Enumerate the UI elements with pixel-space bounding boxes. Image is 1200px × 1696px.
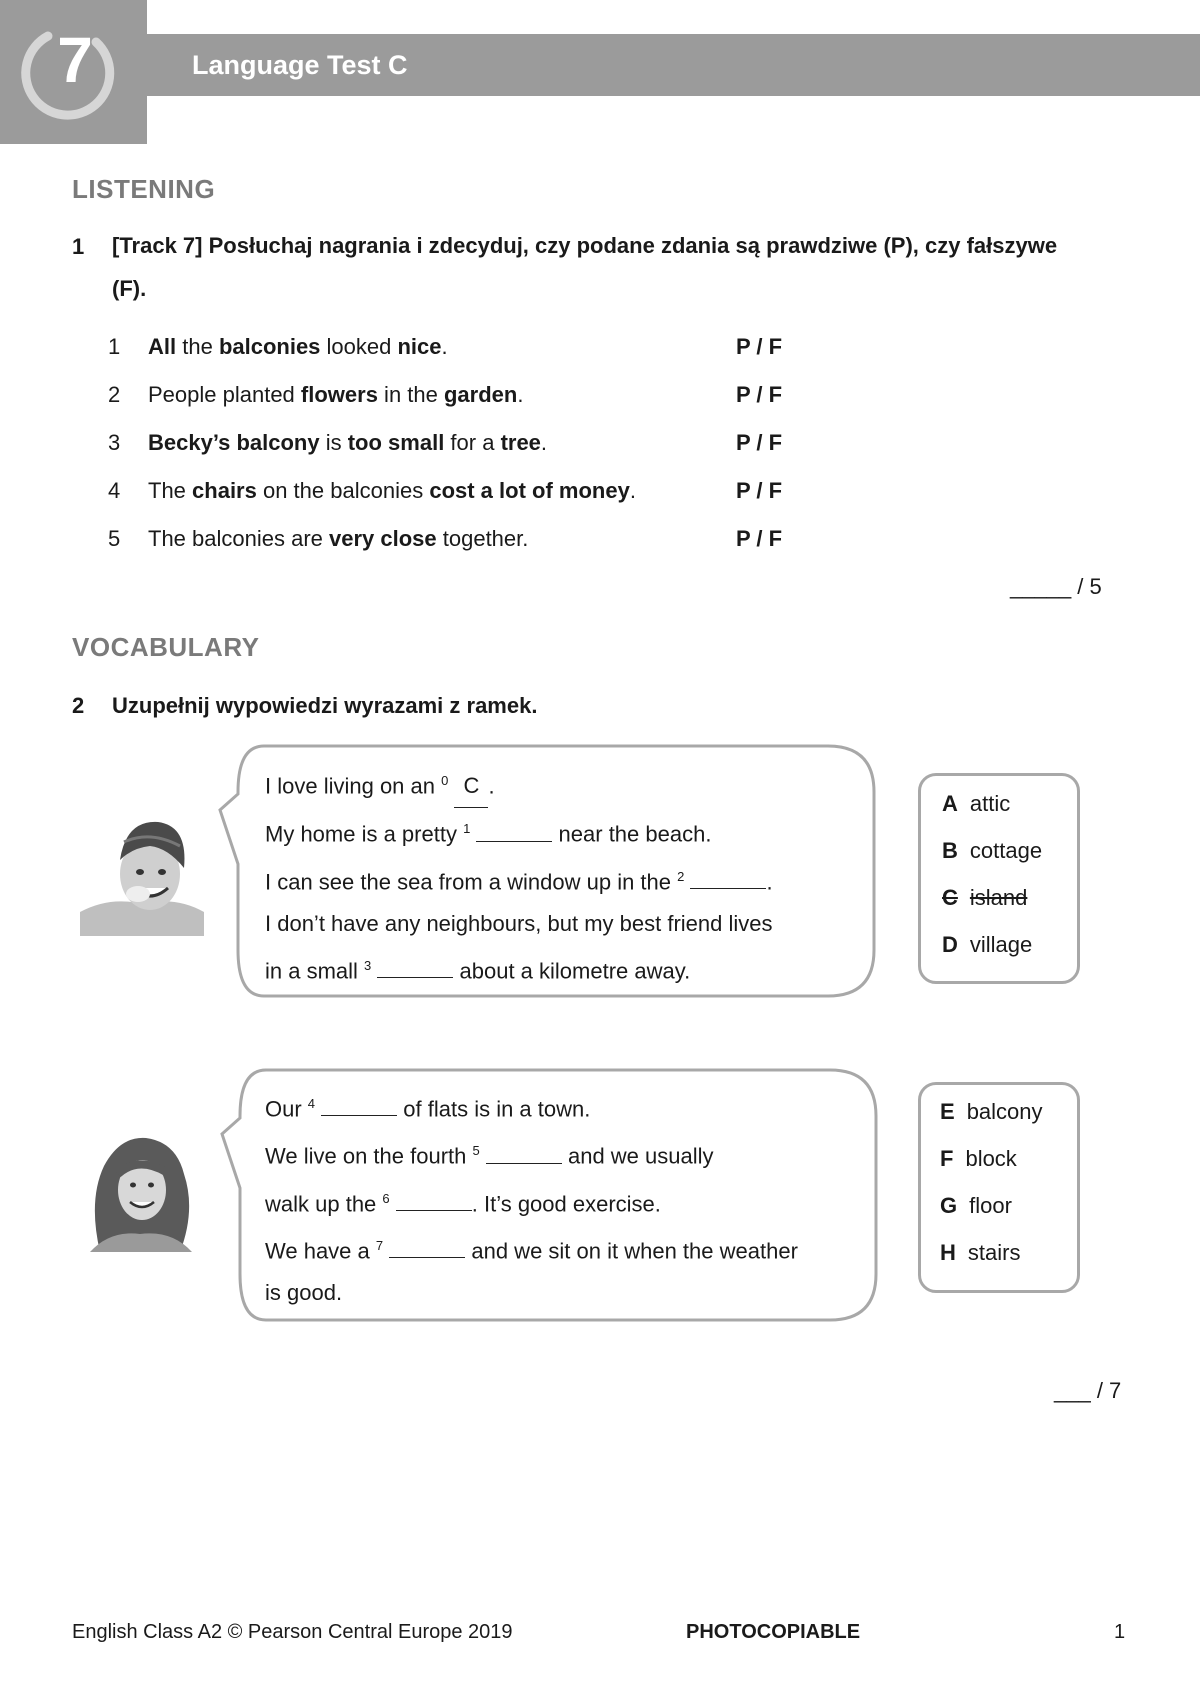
example-answer: C xyxy=(454,765,488,808)
word-option-c: C island xyxy=(942,885,1028,910)
bubble-1-line-1: I love living on an $^0$ C . xyxy=(265,760,865,808)
listening-item-number: 1 xyxy=(108,334,121,359)
listening-item-statement: All the balconies looked nice. xyxy=(148,334,448,359)
bubble-1-line-2: My home is a pretty $^1$ near the beach. xyxy=(265,821,712,847)
listening-item xyxy=(108,478,868,508)
bubble-1-line-4: I don’t have any neighbours, but my best friend lives xyxy=(265,910,773,936)
listening-item xyxy=(108,526,868,556)
unit-number: 7 xyxy=(57,24,93,96)
bubble-2-line-4: We have a $^7$ and we sit on it when the weather xyxy=(265,1237,798,1264)
listening-item-statement: The chairs on the balconies cost a lot of money. xyxy=(148,478,636,503)
listening-item xyxy=(108,334,868,364)
listening-item-statement: People planted flowers in the garden. xyxy=(148,382,524,407)
listening-item-statement: The balconies are very close together. xyxy=(148,526,529,551)
page-number: 1 xyxy=(1114,1621,1126,1643)
true-false-choice[interactable]: P / F xyxy=(736,526,783,551)
word-option-a: A attic xyxy=(942,791,1011,816)
true-false-choice[interactable]: P / F xyxy=(736,430,783,455)
bubble-1-text xyxy=(265,760,865,992)
vocabulary-heading: VOCABULARY xyxy=(72,632,260,662)
bubble-2-line-1: Our $^4$ of flats is in a town. xyxy=(265,1096,591,1122)
true-false-choice[interactable]: P / F xyxy=(736,382,783,407)
footer-copyright: English Class A2 © Pearson Central Europe 2019 xyxy=(72,1621,513,1643)
bubble-2-line-5: is good. xyxy=(265,1280,343,1306)
true-false-choice[interactable]: P / F xyxy=(736,334,783,359)
answer-blank-2[interactable] xyxy=(690,888,766,889)
word-option-b: B cottage xyxy=(942,838,1043,863)
listening-item-statement: Becky’s balcony is too small for a tree. xyxy=(148,430,548,455)
true-false-choice[interactable]: P / F xyxy=(736,478,783,503)
word-option-g: G floor xyxy=(940,1193,1012,1218)
footer-photocopiable: PHOTOCOPIABLE xyxy=(686,1621,861,1643)
listening-item xyxy=(108,430,868,460)
word-option-f: F block xyxy=(940,1146,1017,1171)
answer-blank-3[interactable] xyxy=(377,977,453,978)
word-option-d: D village xyxy=(942,932,1033,957)
vocabulary-score: ___ / 7 xyxy=(1054,1378,1122,1403)
word-option-h: H stairs xyxy=(940,1240,1021,1265)
bubble-1-line-5: in a small $^3$ about a kilometre away. xyxy=(265,957,691,984)
answer-blank-6[interactable] xyxy=(396,1210,472,1211)
bubble-1-line-3: I can see the sea from a window up in the $^2$ . xyxy=(265,868,773,894)
listening-item-number: 2 xyxy=(108,382,121,407)
listening-item-number: 4 xyxy=(108,478,121,503)
listening-heading: LISTENING xyxy=(72,174,216,204)
listening-item xyxy=(108,382,868,412)
listening-score: _____ / 5 xyxy=(1010,574,1102,599)
task-1-instruction: [Track 7] Posłuchaj nagrania i zdecyduj, czy podane zdania są prawdziwe (P), czy fałszywe (F). xyxy=(112,233,1058,301)
answer-blank-1[interactable] xyxy=(476,841,552,842)
listening-item-number: 5 xyxy=(108,526,121,551)
task-1-number: 1 xyxy=(72,234,85,259)
word-option-e: E balcony xyxy=(940,1099,1043,1124)
answer-blank-7[interactable] xyxy=(389,1257,465,1258)
word-box-1-list xyxy=(942,780,1042,968)
bubble-2-line-3: walk up the $^6$ . It’s good exercise. xyxy=(265,1190,661,1216)
boy-photo xyxy=(80,812,204,936)
word-box-2-list xyxy=(940,1088,1043,1276)
task-2-number: 2 xyxy=(72,693,85,718)
bubble-2-line-2: We live on the fourth $^5$ and we usually xyxy=(265,1143,714,1169)
answer-blank-4[interactable] xyxy=(321,1115,397,1116)
task-2-instruction: Uzupełnij wypowiedzi wyrazami z ramek. xyxy=(112,693,538,718)
answer-blank-5[interactable] xyxy=(486,1163,562,1164)
listening-item-number: 3 xyxy=(108,430,121,455)
page-title: Language Test C xyxy=(192,50,408,80)
bubble-2-text xyxy=(265,1083,865,1314)
girl-photo xyxy=(80,1130,200,1252)
